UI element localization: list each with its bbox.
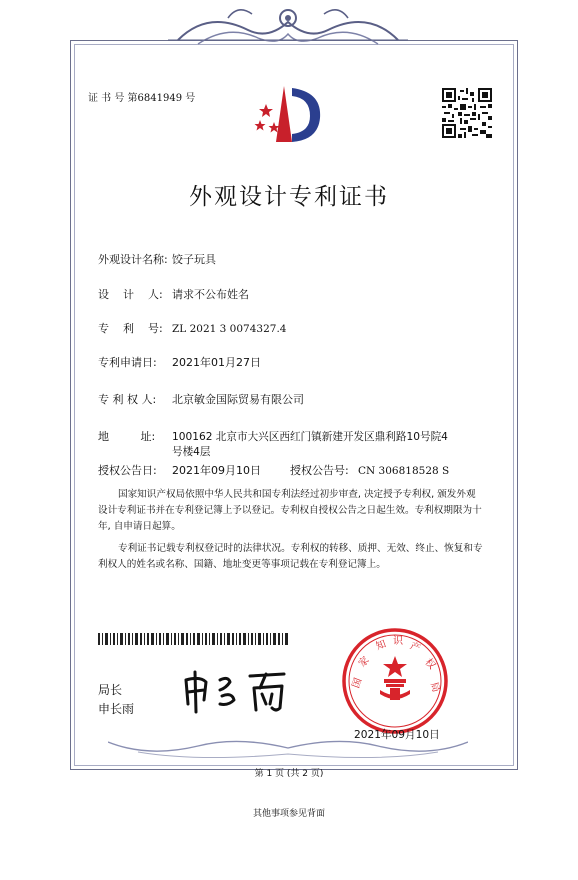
patentee-label: 专 利 权 人: [98, 393, 157, 406]
designer-label: 设 计 人: [98, 288, 163, 301]
patent-office-logo [252, 82, 326, 148]
grant-date-value: 2021年09月10日 [172, 464, 261, 477]
statement-p2-line2: 利权人的姓名或名称、国籍、地址变更等事项记载在专利登记簿上。 [98, 559, 386, 570]
address-line-2: 号楼4层 [172, 446, 211, 458]
signatory-title: 局长 [98, 683, 123, 697]
filing-date-label: 专利申请日: [98, 356, 157, 369]
patentee-value: 北京敏金国际贸易有限公司 [172, 393, 304, 406]
svg-text:知: 知 [374, 638, 388, 653]
grant-date-label: 授权公告日: [98, 464, 157, 477]
qr-code [442, 88, 492, 138]
bottom-ornament [108, 732, 468, 762]
certificate-number: 证 书 号 第6841949 号 [88, 93, 196, 104]
filing-date-value: 2021年01月27日 [172, 356, 261, 369]
designer-value: 请求不公布姓名 [172, 288, 249, 301]
footer-note: 其他事项参见背面 [252, 809, 325, 819]
svg-text:国: 国 [350, 676, 365, 690]
svg-text:识: 识 [393, 636, 403, 647]
design-name-value: 饺子玩具 [172, 253, 216, 266]
statement-p1-line2: 设计专利证书并在专利登记簿上予以登记。专利权自授权公告之日起生效。专利权期限为十 [98, 505, 482, 516]
barcode [98, 633, 288, 645]
statement-p1-line1: 国家知识产权局依照中华人民共和国专利法经过初步审查, 决定授予专利权, 颁发外观 [118, 489, 476, 500]
statement-p2-line1: 专利证书记载专利权登记时的法律状况。专利权的转移、质押、无效、终止、恢复和专 [118, 543, 483, 554]
statement-p1-line3: 年, 自申请日起算。 [98, 521, 181, 532]
seal-date: 2021年09月10日 [354, 729, 440, 741]
svg-text:家: 家 [356, 654, 372, 670]
page-number: 第 1 页 (共 2 页) [254, 769, 324, 779]
certificate-title: 外观设计专利证书 [189, 184, 389, 210]
top-ornament [168, 0, 408, 58]
patent-number-value: ZL 2021 3 0074327.4 [172, 323, 287, 335]
svg-text:局: 局 [427, 680, 442, 694]
patent-number-label: 专 利 号: [98, 322, 163, 335]
official-seal [340, 626, 450, 736]
handwritten-signature [180, 666, 295, 716]
svg-text:权: 权 [422, 656, 438, 672]
signatory-name: 申长雨 [98, 702, 135, 716]
design-name-label: 外观设计名称: [98, 253, 168, 266]
svg-text:产: 产 [408, 640, 422, 655]
address-line-1: 100162 北京市大兴区西红门镇新建开发区鼎利路10号院4 [172, 431, 448, 443]
grant-number-label: 授权公告号: [290, 464, 349, 477]
address-label: 地 址: [98, 430, 156, 443]
grant-number-value: CN 306818528 S [358, 465, 450, 477]
